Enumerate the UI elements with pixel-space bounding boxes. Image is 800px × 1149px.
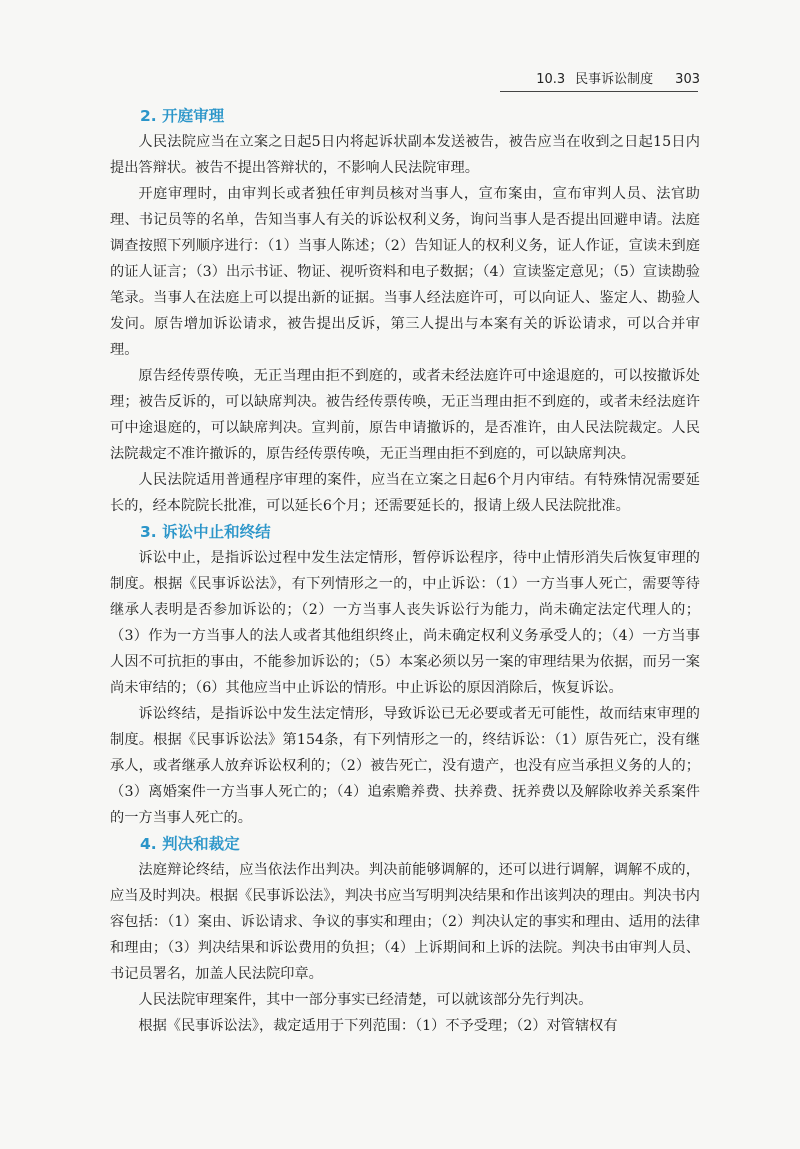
- paragraph: 人民法院审理案件，其中一部分事实已经清楚，可以就该部分先行判决。: [138, 992, 593, 1008]
- paragraph: 法庭辩论终结，应当依法作出判决。判决前能够调解的，还可以进行调解，调解不成的，应当及时判决。根据《民事诉讼法》，判决书应当写明判决结果和作出该判决的理由。判决书内容包括：（1）案由、诉讼请求、争议的事实和理由；（2）判决认定的事实和理由、适用的法律和理由；（3）判决结果和诉讼费用的负担；（4）上诉期间和上诉的法院。判决书由审判人员、书记员署名，加盖人民法院印章。: [110, 862, 700, 982]
- paragraph: 开庭审理时，由审判长或者独任审判员核对当事人，宣布案由，宣布审判人员、法官助理、书记员等的名单，告知当事人有关的诉讼权利义务，询问当事人是否提出回避申请。法庭调查按照下列顺序进行：（1）当事人陈述；（2）告知证人的权利义务，证人作证，宣读未到庭的证人证言；（3）出示书证、物证、视听资料和电子数据；（4）宣读鉴定意见；（5）宣读勘验笔录。当事人在法庭上可以提出新的证据。当事人经法庭许可，可以向证人、鉴定人、勘验人发问。原告增加诉讼请求，被告提出反诉，第三人提出与本案有关的诉讼请求，可以合并审理。: [110, 186, 700, 358]
- section-judgment-ruling: [110, 831, 700, 1039]
- paragraph: 人民法院应当在立案之日起5日内将起诉状副本发送被告，被告应当在收到之日起15日内提出答辩状。被告不提出答辩状的，不影响人民法院审理。: [110, 134, 700, 176]
- page-body: [110, 103, 700, 1039]
- header-rule: [500, 91, 698, 92]
- section-heading: 4. 判决和裁定: [140, 835, 240, 853]
- paragraph: 根据《民事诉讼法》，裁定适用于下列范围：（1）不予受理；（2）对管辖权有: [138, 1018, 618, 1034]
- section-suspension-termination: [110, 519, 700, 831]
- section-heading: 2. 开庭审理: [140, 107, 225, 125]
- section-number: 10.3: [536, 72, 566, 87]
- paragraph: 诉讼中止，是指诉讼过程中发生法定情形，暂停诉讼程序，待中止情形消失后恢复审理的制度。根据《民事诉讼法》，有下列情形之一的，中止诉讼：（1）一方当事人死亡，需要等待继承人表明是否参加诉讼的；（2）一方当事人丧失诉讼行为能力，尚未确定法定代理人的；（3）作为一方当事人的法人或者其他组织终止，尚未确定权利义务承受人的；（4）一方当事人因不可抗拒的事由，不能参加诉讼的；（5）本案必须以另一案的审理结果为依据，而另一案尚未审结的；（6）其他应当中止诉讼的情形。中止诉讼的原因消除后，恢复诉讼。: [110, 550, 700, 696]
- paragraph: 诉讼终结，是指诉讼中发生法定情形，导致诉讼已无必要或者无可能性，故而结束审理的制度。根据《民事诉讼法》第154条，有下列情形之一的，终结诉讼：（1）原告死亡，没有继承人，或者继承人放弃诉讼权利的；（2）被告死亡，没有遗产，也没有应当承担义务的人的；（3）离婚案件一方当事人死亡的；（4）追索赡养费、扶养费、抚养费以及解除收养关系案件的一方当事人死亡的。: [110, 706, 700, 826]
- paragraph: 人民法院适用普通程序审理的案件，应当在立案之日起6个月内审结。有特殊情况需要延长的，经本院院长批准，可以延长6个月；还需要延长的，报请上级人民法院批准。: [110, 472, 700, 514]
- section-court-hearing: [110, 103, 700, 519]
- paragraph: 原告经传票传唤，无正当理由拒不到庭的，或者未经法庭许可中途退庭的，可以按撤诉处理；被告反诉的，可以缺席判决。被告经传票传唤，无正当理由拒不到庭的，或者未经法庭许可中途退庭的，可以缺席判决。宣判前，原告申请撤诉的，是否准许，由人民法院裁定。人民法院裁定不准许撤诉的，原告经传票传唤，无正当理由拒不到庭的，可以缺席判决。: [110, 368, 700, 462]
- chapter-title: 民事诉讼制度: [575, 72, 654, 87]
- page-number: 303: [675, 72, 700, 87]
- running-header: [536, 68, 700, 87]
- section-heading: 3. 诉讼中止和终结: [140, 523, 271, 541]
